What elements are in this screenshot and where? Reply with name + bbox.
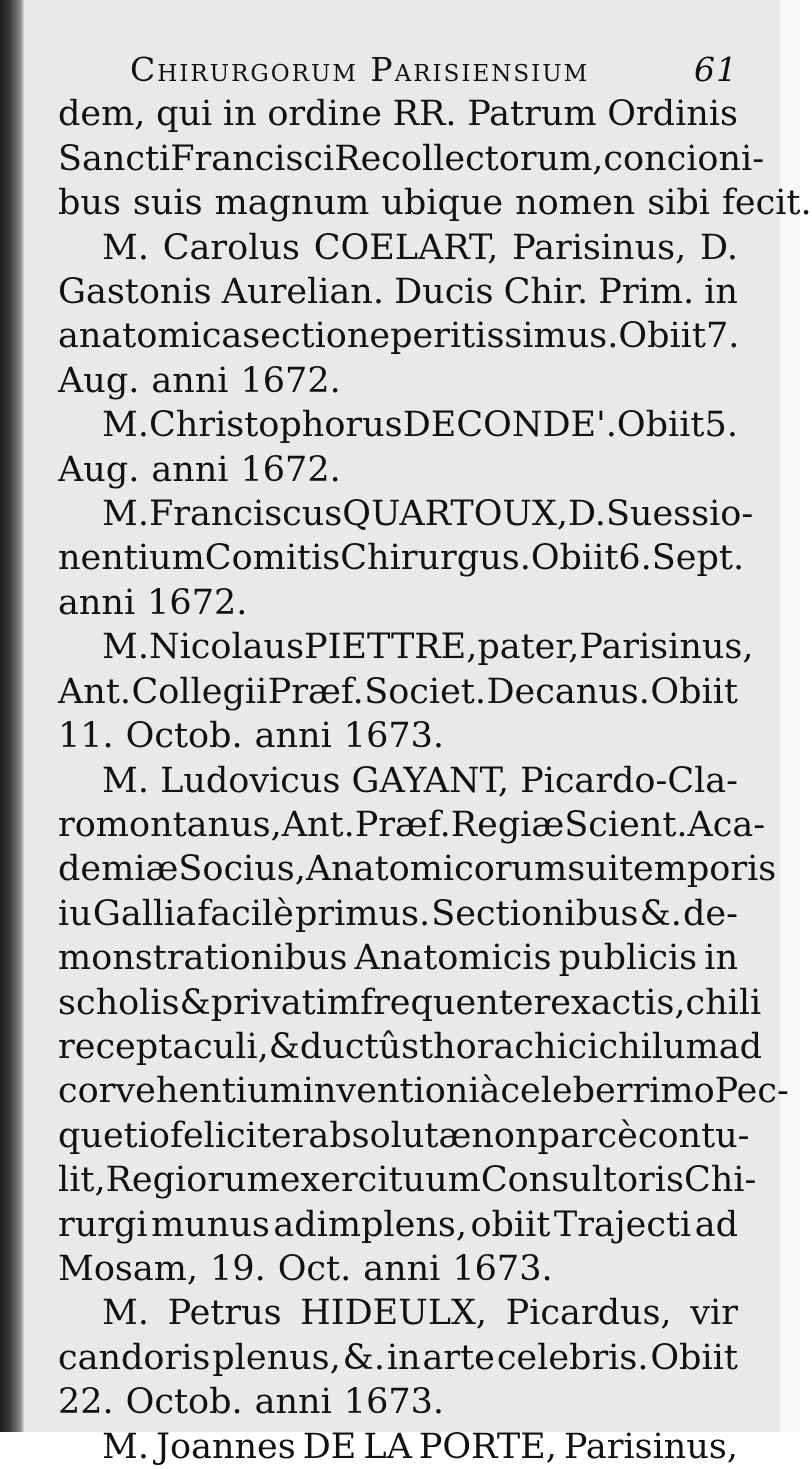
text-line: 22. Octob. anni 1673. <box>58 1382 444 1423</box>
text-line: dem, qui in ordine RR. Patrum Ordinis <box>58 94 738 135</box>
text-line: M. Christophorus DE CONDE'. Obiit 5. <box>102 405 738 446</box>
text-line: Ant. Collegii Præf. Societ. Decanus. Obiit <box>58 671 738 712</box>
text-line: rurgi munus adimplens, obiit Trajecti ad <box>58 1204 738 1245</box>
text-line: M. Nicolaus PIETTRE, pater, Parisinus, <box>102 627 754 668</box>
text-line: Sancti Francisci Recollectorum , concioni- <box>58 138 765 179</box>
text-body <box>58 92 812 1469</box>
text-line: monstrationibus Anatomicis publicis in <box>58 938 738 979</box>
text-line: iu Gallia facilè primus. Sectionibus &. de- <box>58 893 738 934</box>
text-line: M. Carolus COELART, Parisinus, D. <box>102 227 738 268</box>
text-line: Mosam, 19. Oct. anni 1673. <box>58 1248 553 1289</box>
text-line: lit, Regiorum exercituum Consultoris Chi- <box>58 1160 757 1201</box>
text-line: scholis & privatim frequenter exactis, chili <box>58 982 762 1023</box>
text-line: 11. Octob. anni 1673. <box>58 716 444 757</box>
text-line: receptaculi, & ductûs thorachici chilum ad <box>58 1026 763 1067</box>
text-line: candoris plenus, &. in arte celebris. Obiit <box>58 1337 738 1378</box>
text-line: romontanus, Ant. Præf. Regiæ Scient. Aca- <box>58 804 766 845</box>
text-line: quetio feliciter absolutæ non parcè contu- <box>58 1115 750 1156</box>
running-title: Chirurgorum Parisiensium <box>130 50 590 89</box>
text-line: demiæ Socius, Anatomicorum sui temporis <box>58 849 777 890</box>
book-binding-shadow <box>0 0 24 1432</box>
running-header <box>58 48 738 92</box>
text-line: Aug. anni 1672. <box>58 449 341 490</box>
text-line: M. Joannes DE LA PORTE, Parisinus, <box>102 1426 738 1467</box>
text-line: Aug. anni 1672. <box>58 360 341 401</box>
text-line: anatomica sectione peritissimus. Obiit 7. <box>58 316 740 357</box>
text-line: nentium Comitis Chirurgus. Obiit 6. Sept. <box>58 538 745 579</box>
text-line: M. Petrus HIDEULX, Picardus, vir <box>102 1293 738 1334</box>
text-line: cor vehentium inventioni à celeberrimo Pec- <box>58 1071 789 1112</box>
text-line: bus suis magnum ubique nomen sibi fecit. <box>58 183 812 224</box>
page-number: 61 <box>694 50 738 89</box>
page-content <box>58 48 812 1469</box>
text-line: M. Ludovicus GAYANT, Picardo-Cla- <box>102 760 738 801</box>
text-line: M. Franciscus QUARTOUX, D. Suessio- <box>102 494 754 535</box>
text-line: anni 1672. <box>58 582 248 623</box>
text-line: Gastonis Aurelian. Ducis Chir. Prim. in <box>58 272 738 313</box>
